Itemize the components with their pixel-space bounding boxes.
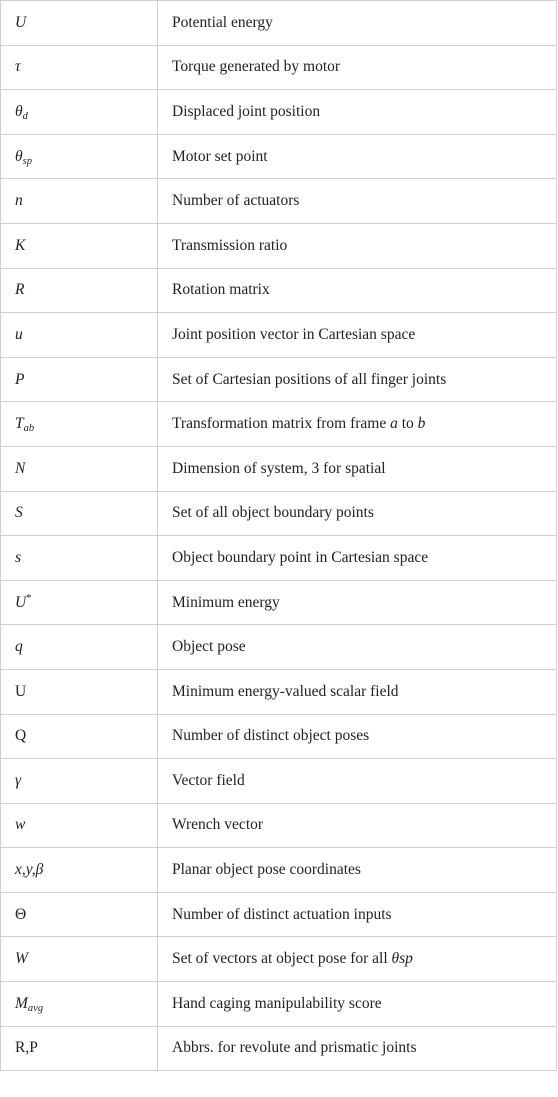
symbol-text: w bbox=[15, 816, 26, 834]
description-cell bbox=[158, 45, 557, 90]
description-text: θsp bbox=[391, 950, 413, 968]
description-text: Displaced joint position bbox=[172, 102, 321, 120]
description-text: Object pose bbox=[172, 638, 246, 656]
table-row bbox=[1, 625, 557, 670]
symbol-text: N bbox=[15, 459, 26, 477]
symbol-cell bbox=[1, 714, 158, 759]
symbol-cell bbox=[1, 982, 158, 1027]
description-text: Minimum energy bbox=[172, 593, 280, 611]
table-row bbox=[1, 982, 557, 1027]
description-text: a bbox=[390, 415, 398, 433]
table-row bbox=[1, 714, 557, 759]
description-cell bbox=[158, 357, 557, 402]
description-cell bbox=[158, 536, 557, 581]
symbol-subscript: avg bbox=[27, 1002, 44, 1014]
description-text: b bbox=[417, 415, 426, 433]
symbol-cell bbox=[1, 268, 158, 313]
symbol-text: γ bbox=[15, 771, 22, 789]
description-cell bbox=[158, 714, 557, 759]
description-text: Dimension of system, 3 for spatial bbox=[172, 459, 386, 477]
symbol-cell bbox=[1, 669, 158, 714]
description-cell bbox=[158, 937, 557, 982]
symbol-text: q bbox=[15, 638, 23, 656]
symbol-cell bbox=[1, 892, 158, 937]
symbol-subscript: d bbox=[22, 110, 28, 122]
symbol-text: τ bbox=[15, 58, 21, 76]
symbol-subscript: ab bbox=[23, 423, 35, 435]
description-text: Abbrs. for revolute and prismatic joints bbox=[172, 1039, 417, 1057]
description-cell bbox=[158, 1, 557, 46]
description-text: Number of actuators bbox=[172, 192, 300, 210]
table-row bbox=[1, 446, 557, 491]
description-text: Torque generated by motor bbox=[172, 58, 341, 76]
description-cell bbox=[158, 892, 557, 937]
table-row bbox=[1, 357, 557, 402]
table-row bbox=[1, 45, 557, 90]
description-text: Joint position vector in Cartesian space bbox=[172, 325, 416, 343]
description-text: Number of distinct actuation inputs bbox=[172, 905, 392, 923]
description-cell bbox=[158, 803, 557, 848]
symbol-text: n bbox=[15, 192, 23, 210]
description-cell bbox=[158, 982, 557, 1027]
table-row bbox=[1, 313, 557, 358]
description-cell bbox=[158, 268, 557, 313]
symbol-text: U bbox=[15, 593, 27, 611]
symbol-superscript: * bbox=[26, 592, 32, 604]
table-row bbox=[1, 848, 557, 893]
description-text: Set of all object boundary points bbox=[172, 504, 374, 522]
table-row bbox=[1, 669, 557, 714]
symbol-cell bbox=[1, 402, 158, 447]
description-cell bbox=[158, 134, 557, 179]
description-cell bbox=[158, 759, 557, 804]
table-row bbox=[1, 179, 557, 224]
symbol-cell bbox=[1, 580, 158, 625]
symbol-text: P bbox=[15, 370, 25, 388]
description-cell bbox=[158, 1026, 557, 1071]
table-row bbox=[1, 90, 557, 135]
table-row bbox=[1, 402, 557, 447]
symbol-cell bbox=[1, 179, 158, 224]
table-row bbox=[1, 1026, 557, 1071]
table-row bbox=[1, 580, 557, 625]
symbol-text: U bbox=[15, 13, 27, 31]
symbol-text: R bbox=[15, 281, 25, 299]
symbol-cell bbox=[1, 223, 158, 268]
description-text: Minimum energy-valued scalar field bbox=[172, 682, 399, 700]
symbol-text: x,y,β bbox=[15, 861, 44, 879]
table-row bbox=[1, 134, 557, 179]
description-cell bbox=[158, 402, 557, 447]
symbol-text: T bbox=[15, 415, 24, 433]
symbol-cell bbox=[1, 90, 158, 135]
table-row bbox=[1, 491, 557, 536]
description-text: Hand caging manipulability score bbox=[172, 994, 382, 1012]
description-text: Transformation matrix from frame bbox=[172, 415, 391, 433]
symbol-text: U bbox=[15, 682, 27, 700]
symbol-cell bbox=[1, 625, 158, 670]
description-text: Rotation matrix bbox=[172, 281, 270, 299]
table-row bbox=[1, 937, 557, 982]
symbol-cell bbox=[1, 357, 158, 402]
description-text: to bbox=[397, 415, 418, 433]
table-row bbox=[1, 803, 557, 848]
symbol-text: W bbox=[15, 950, 28, 968]
description-text: Number of distinct object poses bbox=[172, 727, 370, 745]
symbol-cell bbox=[1, 491, 158, 536]
description-cell bbox=[158, 669, 557, 714]
description-cell bbox=[158, 446, 557, 491]
symbol-text: R,P bbox=[15, 1039, 38, 1057]
table-row bbox=[1, 892, 557, 937]
symbol-cell bbox=[1, 134, 158, 179]
table-row bbox=[1, 268, 557, 313]
symbol-text: M bbox=[15, 994, 28, 1012]
symbol-text: Θ bbox=[15, 905, 27, 923]
description-cell bbox=[158, 313, 557, 358]
description-cell bbox=[158, 625, 557, 670]
nomenclature-table-body bbox=[1, 1, 557, 1071]
description-text: Set of Cartesian positions of all finger joints bbox=[172, 370, 447, 388]
symbol-cell bbox=[1, 536, 158, 581]
table-row bbox=[1, 536, 557, 581]
description-cell bbox=[158, 848, 557, 893]
symbol-cell bbox=[1, 803, 158, 848]
symbol-cell bbox=[1, 446, 158, 491]
symbol-cell bbox=[1, 759, 158, 804]
table-row bbox=[1, 759, 557, 804]
table-row bbox=[1, 1, 557, 46]
description-text: Potential energy bbox=[172, 13, 273, 31]
description-cell bbox=[158, 179, 557, 224]
symbol-text: u bbox=[15, 325, 23, 343]
symbol-cell bbox=[1, 1026, 158, 1071]
description-text: Vector field bbox=[172, 771, 245, 789]
description-text: Transmission ratio bbox=[172, 236, 288, 254]
symbol-text: θ bbox=[15, 147, 23, 165]
symbol-text: K bbox=[15, 236, 26, 254]
symbol-cell bbox=[1, 313, 158, 358]
description-text: Motor set point bbox=[172, 147, 268, 165]
description-text: Object boundary point in Cartesian space bbox=[172, 548, 429, 566]
symbol-text: θ bbox=[15, 102, 23, 120]
symbol-text: S bbox=[15, 504, 23, 522]
description-cell bbox=[158, 90, 557, 135]
description-cell bbox=[158, 580, 557, 625]
symbol-text: Q bbox=[15, 727, 27, 745]
table-row bbox=[1, 223, 557, 268]
description-text: Planar object pose coordinates bbox=[172, 861, 361, 879]
description-text: Wrench vector bbox=[172, 816, 264, 834]
symbol-cell bbox=[1, 937, 158, 982]
symbol-cell bbox=[1, 848, 158, 893]
description-cell bbox=[158, 491, 557, 536]
symbol-cell bbox=[1, 1, 158, 46]
description-cell bbox=[158, 223, 557, 268]
symbol-subscript: sp bbox=[22, 155, 32, 167]
symbol-text: s bbox=[15, 548, 22, 566]
symbol-cell bbox=[1, 45, 158, 90]
description-text: Set of vectors at object pose for all bbox=[172, 950, 392, 968]
